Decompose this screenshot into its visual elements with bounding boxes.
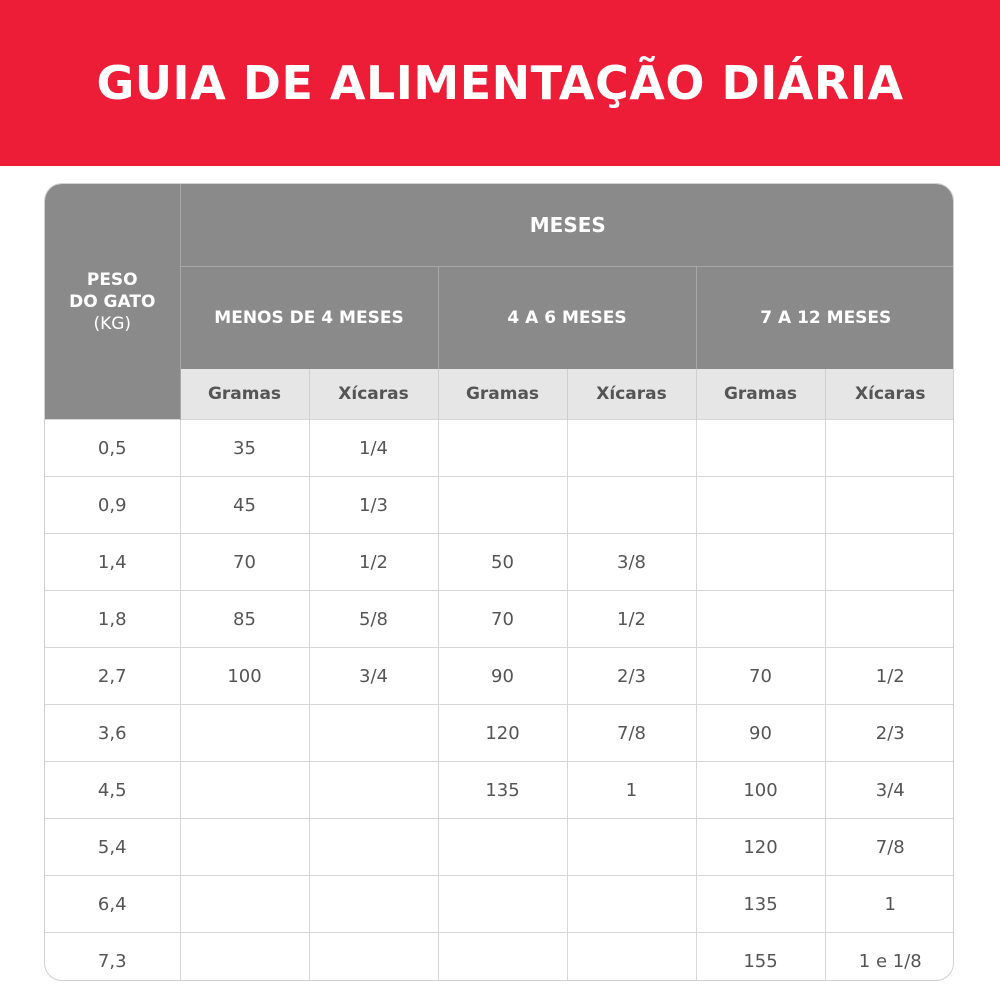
group-header-under-4: MENOS DE 4 MESES	[180, 267, 438, 370]
grams-cell	[696, 591, 825, 648]
weight-header-line1: PESO	[86, 269, 138, 290]
grams-cell	[180, 819, 309, 876]
cups-cell: 3/4	[825, 762, 954, 819]
table-row	[45, 420, 954, 477]
table-row	[45, 762, 954, 819]
subheader-grams: Gramas	[180, 369, 309, 420]
cups-cell: 2/3	[825, 705, 954, 762]
subheader-cups: Xícaras	[825, 369, 954, 420]
page-title: GUIA DE ALIMENTAÇÃO DIÁRIA	[96, 56, 904, 110]
table-row	[45, 477, 954, 534]
cups-cell: 3/4	[309, 648, 438, 705]
grams-cell	[438, 477, 567, 534]
table-body	[45, 420, 954, 982]
weight-cell: 3,6	[45, 705, 180, 762]
grams-cell	[180, 705, 309, 762]
grams-cell: 120	[696, 819, 825, 876]
grams-cell	[438, 933, 567, 982]
cups-cell	[825, 534, 954, 591]
grams-cell: 70	[438, 591, 567, 648]
cups-cell: 1 e 1/8	[825, 933, 954, 982]
cups-cell: 5/8	[309, 591, 438, 648]
weight-cell: 7,3	[45, 933, 180, 982]
weight-header-unit: (KG)	[93, 313, 132, 334]
grams-cell: 100	[180, 648, 309, 705]
grams-cell	[180, 762, 309, 819]
grams-cell: 90	[696, 705, 825, 762]
cups-cell	[567, 420, 696, 477]
table-row	[45, 705, 954, 762]
grams-cell: 85	[180, 591, 309, 648]
weight-cell: 2,7	[45, 648, 180, 705]
grams-cell: 135	[696, 876, 825, 933]
weight-cell: 5,4	[45, 819, 180, 876]
cups-cell	[309, 762, 438, 819]
grams-cell	[438, 420, 567, 477]
cups-cell	[825, 591, 954, 648]
grams-cell: 35	[180, 420, 309, 477]
weight-cell: 1,4	[45, 534, 180, 591]
cups-cell	[309, 819, 438, 876]
table-row	[45, 819, 954, 876]
grams-cell: 70	[180, 534, 309, 591]
cups-cell: 1/4	[309, 420, 438, 477]
subheader-cups: Xícaras	[567, 369, 696, 420]
subheader-cups: Xícaras	[309, 369, 438, 420]
table-row	[45, 534, 954, 591]
group-header-4-to-6: 4 A 6 MESES	[438, 267, 696, 370]
grams-cell: 50	[438, 534, 567, 591]
grams-cell: 135	[438, 762, 567, 819]
cups-cell	[567, 819, 696, 876]
cups-cell	[825, 477, 954, 534]
grams-cell	[180, 876, 309, 933]
cups-cell: 1	[825, 876, 954, 933]
cups-cell	[309, 933, 438, 982]
grams-cell	[438, 819, 567, 876]
cups-cell: 1/3	[309, 477, 438, 534]
grams-cell	[696, 534, 825, 591]
cups-cell	[567, 477, 696, 534]
cups-cell	[309, 705, 438, 762]
cups-cell	[309, 876, 438, 933]
cups-cell: 1/2	[567, 591, 696, 648]
feeding-table-card	[44, 183, 954, 981]
grams-cell: 70	[696, 648, 825, 705]
cups-cell: 1	[567, 762, 696, 819]
cups-cell	[567, 933, 696, 982]
cups-cell: 1/2	[825, 648, 954, 705]
weight-cell: 4,5	[45, 762, 180, 819]
table-row	[45, 591, 954, 648]
cups-cell: 1/2	[309, 534, 438, 591]
cups-cell: 2/3	[567, 648, 696, 705]
grams-cell	[180, 933, 309, 982]
table-row	[45, 933, 954, 982]
grams-cell	[696, 420, 825, 477]
grams-cell: 90	[438, 648, 567, 705]
grams-cell: 45	[180, 477, 309, 534]
months-header: MESES	[180, 184, 954, 267]
grams-cell: 120	[438, 705, 567, 762]
weight-cell: 1,8	[45, 591, 180, 648]
cups-cell	[825, 420, 954, 477]
grams-cell	[696, 477, 825, 534]
weight-cell: 0,9	[45, 477, 180, 534]
weight-cell: 6,4	[45, 876, 180, 933]
weight-header	[45, 184, 180, 420]
weight-cell: 0,5	[45, 420, 180, 477]
table-row	[45, 648, 954, 705]
cups-cell: 7/8	[825, 819, 954, 876]
grams-cell: 100	[696, 762, 825, 819]
grams-cell: 155	[696, 933, 825, 982]
grams-cell	[438, 876, 567, 933]
subheader-grams: Gramas	[696, 369, 825, 420]
cups-cell	[567, 876, 696, 933]
weight-header-line2: DO GATO	[69, 291, 156, 312]
group-header-7-to-12: 7 A 12 MESES	[696, 267, 954, 370]
feeding-guide-table	[45, 184, 954, 981]
table-row	[45, 876, 954, 933]
cups-cell: 7/8	[567, 705, 696, 762]
cups-cell: 3/8	[567, 534, 696, 591]
subheader-grams: Gramas	[438, 369, 567, 420]
header-banner	[0, 0, 1000, 166]
